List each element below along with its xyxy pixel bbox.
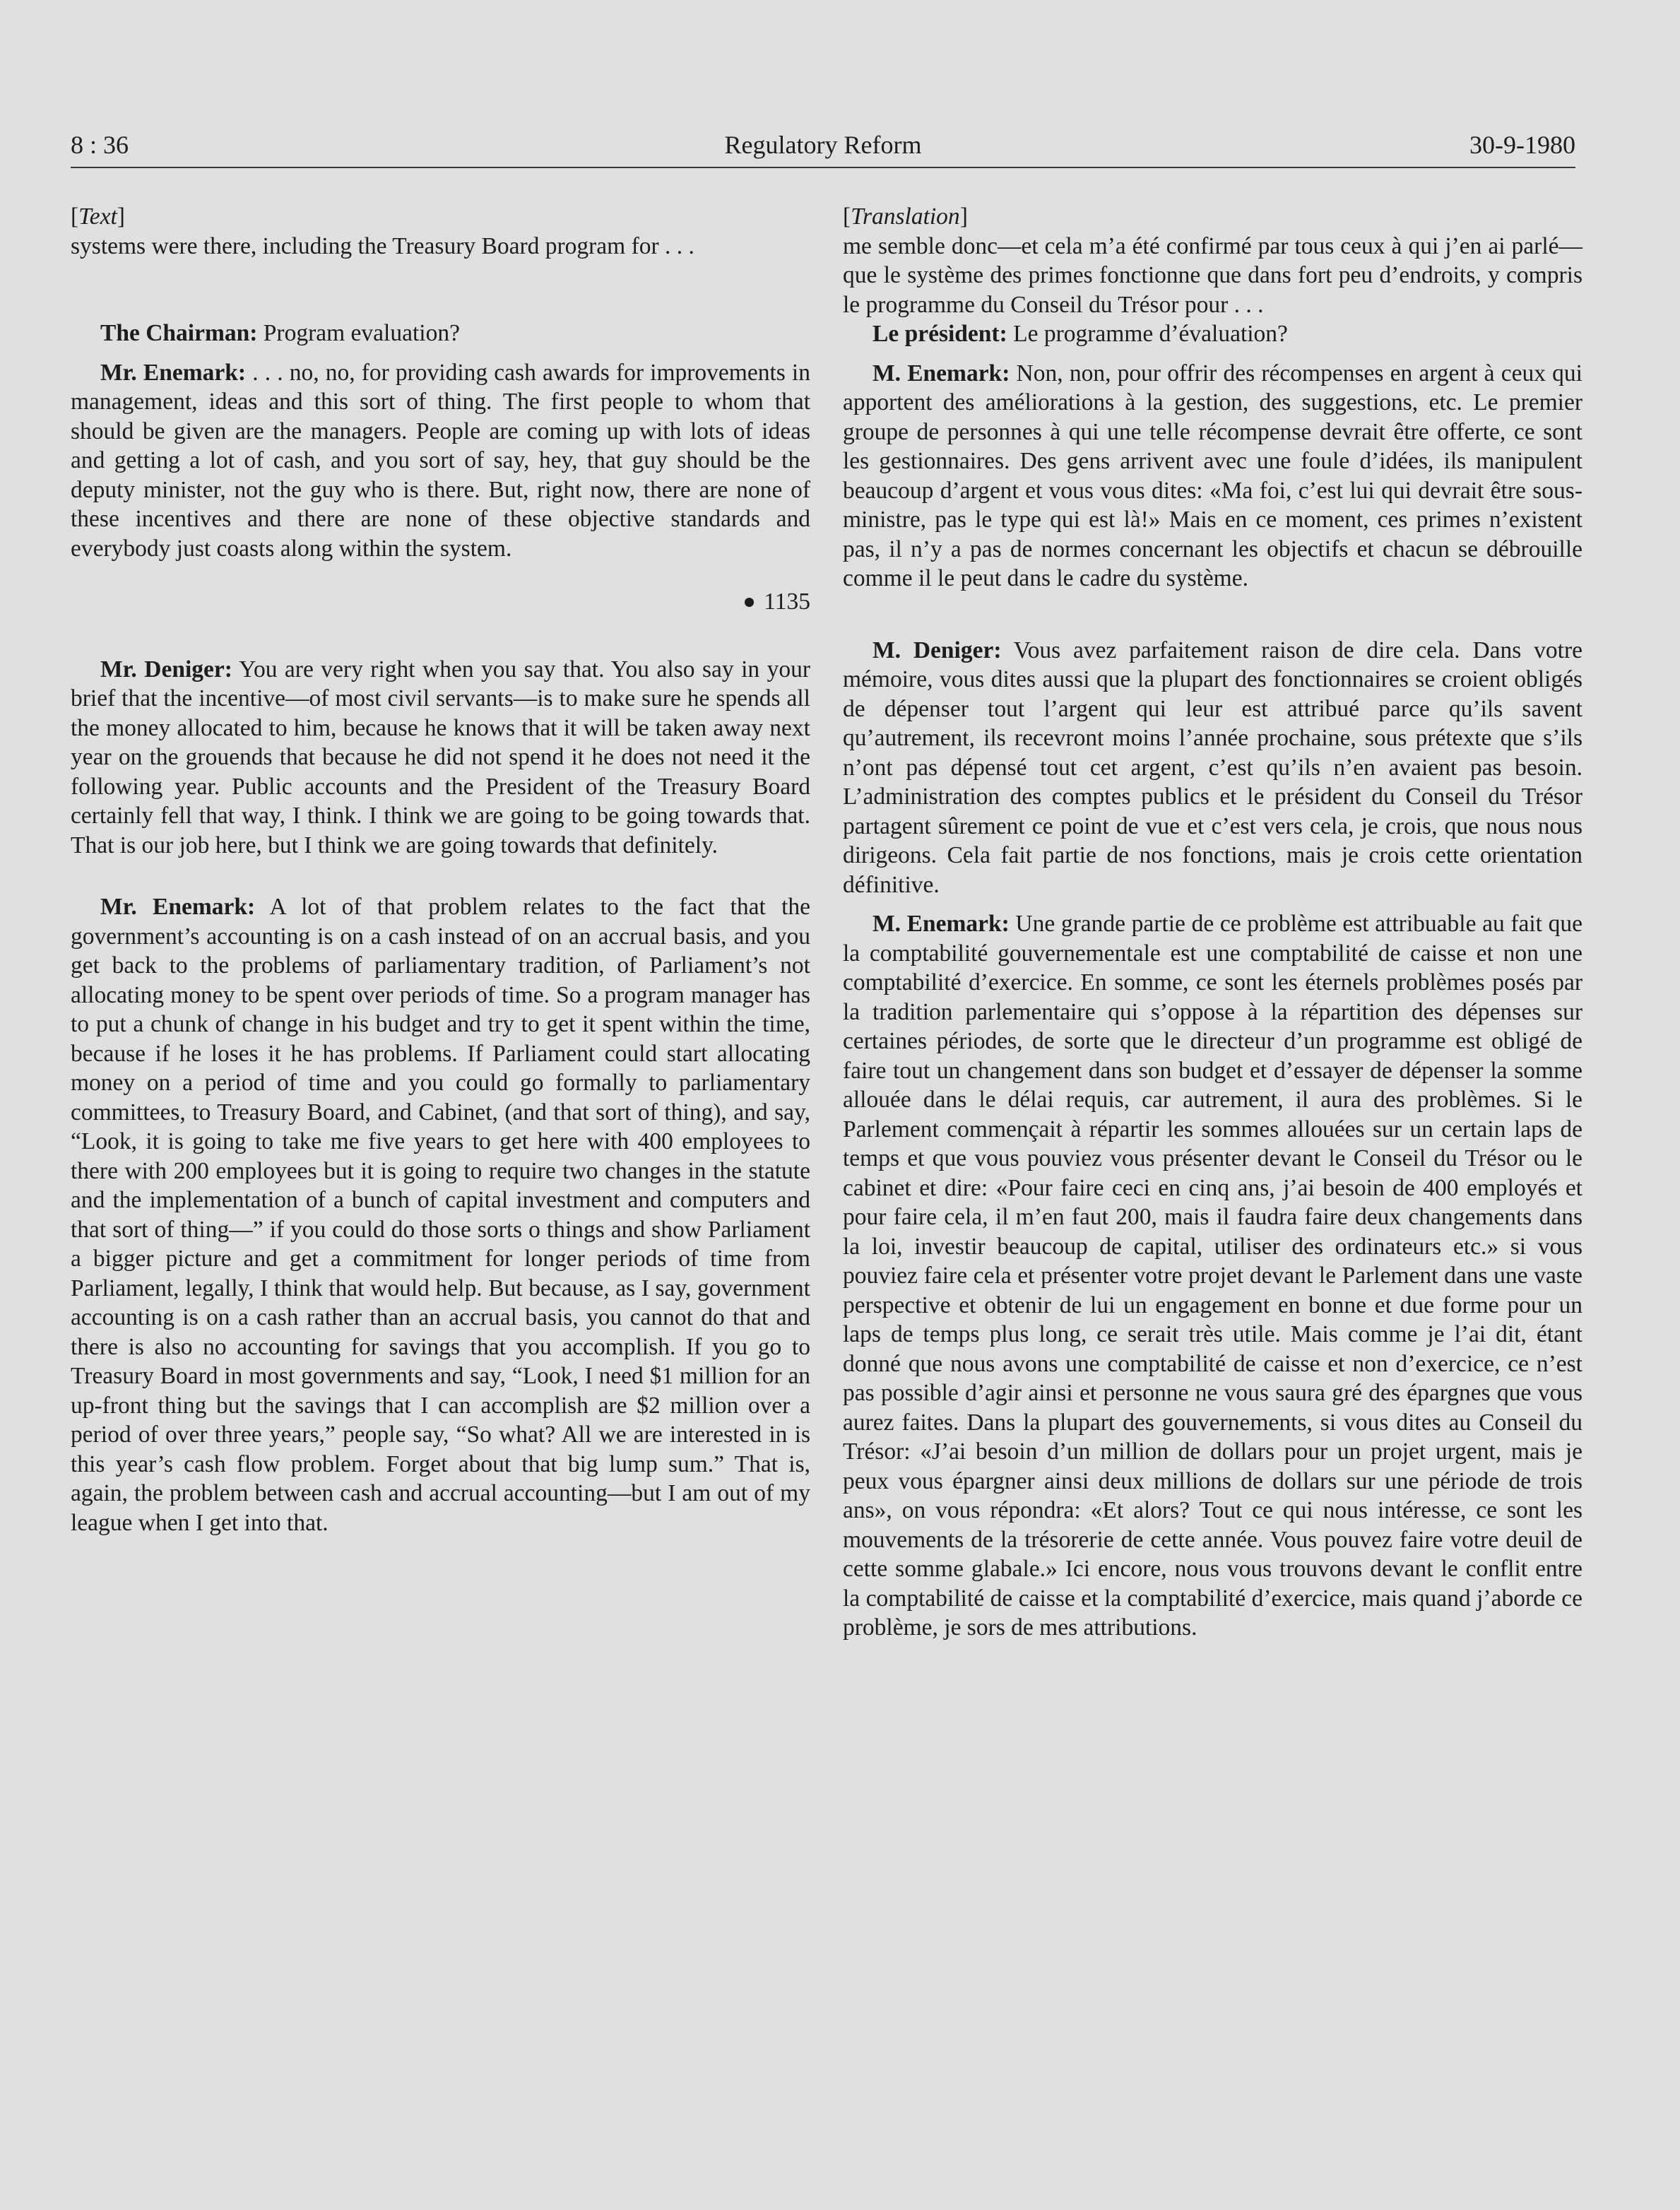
speech-text: A lot of that problem relates to the fact that the government’s accounting is on a cash instead of on an accrual basis, and you get back to the problems of parliamentary tradition, of Parliament’s not allocating money to be spent over periods of time. So a program manager has to put a chunk of change in his budget and try to get it spent within the time, because if he loses it he has problems. If Parliament could start allocating money on a period of time and you could go formally to parliamentary committees, to Treasury Board, and Cabinet, (and that sort of thing), and say, “Look, it is going to take me five years to get here with 400 employees to there with 200 employees but it is going to require two changes in the statute and the implementation of a bunch of capital investment and computers and that sort of thing—” if you could do those sorts o things and show Parliament a bigger picture and get a commitment for longer periods of time from Parliament, legally, I think that would help. But because, as I say, government accounting is on a cash rather than an accrual basis, you cannot do that and there is also no accounting for savings that you accomplish. If you go to Treasury Board in most governments and say, “Look, I need $1 million for an up-front thing but the savings that I can accomplish are $2 million over a period of over three years,” people say, “So what? All we are interested in is this year’s cash flow problem. Forget about that big lump sum.” That is, again, the problem between cash and accrual accounting—but I am out of my league when I get into that. [71, 894, 810, 1536]
speaker-name: The Chairman: [100, 320, 258, 346]
speaker-name: M. Enemark: [872, 360, 1010, 386]
document-title: Regulatory Reform [724, 131, 922, 159]
bullet-icon [745, 598, 754, 607]
paragraph-deniger-fr [843, 636, 1583, 900]
speech-text: . . . no, no, for providing cash awards for improvements in management, ideas and this sort of thing. The first people to whom that should be given are the managers. People are coming up with lots of ideas and getting a lot of cash, and you sort of say, hey, that guy should be the deputy minister, not the guy who is there. But, right now, there are none of these incentives and there are none of these objective standards and everybody just coasts along within the system. [71, 359, 810, 562]
paragraph-enemark [71, 892, 810, 1537]
speaker-name: Mr. Enemark: [100, 359, 247, 386]
speech-text: Vous avez parfaitement raison de dire cela. Dans votre mémoire, vous dites aussi que la plupart des fonctionnaires se croient obligés de dépenser tout l’argent qui leur est attribué parce qu’ils savent qu’autrement, ils recevront moins l’année prochaine, sous prétexte que s’ils n’ont pas dépensé tout cet argent, c’est qu’ils n’en avaient pas besoin. L’administration des comptes publics et le président du Conseil du Trésor partagent sûrement ce point de vue et c’est vers cela, je crois, que nous nous dirigeons. Cela fait partie de nos fonctions, mais je crois cette orientation définitive. [843, 637, 1583, 898]
time-marker: 1135 [71, 587, 810, 617]
page-number: 8 : 36 [71, 131, 129, 159]
speech-text: Non, non, pour offrir des récompenses en argent à ceux qui apportent des améliorations à la gestion, des suggestions, etc. Le premier groupe de personnes à qui une telle récompense devrait être offerte, ce sont les gestionnaires. Des gens arrivent avec une foule d’idées, ils manipulent beaucoup d’argent et vous vous dites: «Ma foi, c’est lui qui devrait être sous-ministre, pas le type qui est là!» Mais en ce moment, ces primes n’existent pas, il n’y a pas de normes concernant les objectifs et chacun se débrouille comme il le peut dans le cadre du système. [843, 360, 1583, 591]
document-date: 30-9-1980 [1469, 131, 1575, 159]
speaker-name: M. Deniger: [872, 637, 1002, 663]
paragraph-enemark-fr [843, 909, 1583, 1643]
page-header [71, 126, 1575, 168]
paragraph-president [843, 319, 1583, 349]
speech-text: Le programme d’évaluation? [1007, 321, 1288, 347]
english-column [71, 202, 810, 1537]
speech-text: You are very right when you say that. You also say in your brief that the incentive—of most civil servants—is to make sure he spends all the money allocated to him, because he knows that it will be taken away next year on the grouends that because he did not spend it he does not need it the following year. Public accounts and the President of the Treasury Board certainly fell that way, I think. I think we are going to be going towards that. That is our job here, but I think we are going towards that definitely. [71, 656, 810, 858]
paragraph-chairman [71, 319, 810, 348]
paragraph-enemark [71, 358, 810, 564]
speech-text: Une grande partie de ce problème est attribuable au fait que la comptabilité gouvernementale est une comptabilité de caisse et non une comptabilité d’exercice. En somme, ce sont les éternels problèmes posés par la tradition parlementaire qui s’oppose à la répartition des dépenses sur certaines périodes, de sorte que le directeur d’un programme est obligé de faire tout un changement dans son budget et d’essayer de dépenser la somme allouée dans le délai requis, car autrement, il aura des problèmes. Si le Parlement commençait à répartir les sommes allouées sur un certain laps de temps et que vous pouviez vous présenter devant le Conseil du Trésor ou le cabinet et dire: «Pour faire ceci en cinq ans, j’ai besoin de 400 employés et pour faire cela, il m’en faut 200, mais il faudra faire deux changements dans la loi, investir beaucoup de capital, utiliser des ordinateurs etc.» si vous pouviez faire cela et présenter votre projet devant le Parlement dans une vaste perspective et obtenir de lui un engagement en bonne et due forme pour un laps de temps plus long, ce serait très utile. Mais comme je l’ai dit, étant donné que nous avons une comptabilité de caisse et non d’exercice, ce n’est pas possible d’agir ainsi et personne ne vous saura gré des épargnes que vous aurez faites. Dans la plupart des gouvernements, si vous dites au Conseil du Trésor: «J’ai besoin d’un million de dollars pour un projet urgent, mais je peux vous épargner ainsi deux millions de dollars sur une période de trois ans», on vous répondra: «Et alors? Tout ce qui nous intéresse, ce sont les mouvements de la trésorerie de cette année. Vous pouvez faire votre deuil de cette somme glabale.» Ici encore, nous vous trouvons devant le conflit entre la comptabilité de caisse et la comptabilité d’exercice, mais quand j’aborde ce problème, je sors de mes attributions. [843, 911, 1583, 1641]
speaker-name: Le président: [872, 321, 1007, 347]
paragraph: me semble donc—et cela m’a été confirmé par tous ceux à qui j’en ai parlé—que le système des primes fonctionne que dans fort peu d’endroits, y compris le programme du Conseil du Trésor pour . . . [843, 232, 1583, 318]
column-label-text: [Text] [71, 203, 125, 230]
column-label-translation: [Translation] [843, 203, 968, 230]
paragraph-deniger [71, 655, 810, 861]
speaker-name: Mr. Enemark: [100, 894, 256, 920]
paragraph-enemark-fr [843, 359, 1583, 593]
speech-text: Program evaluation? [257, 320, 460, 346]
speaker-name: Mr. Deniger: [100, 656, 232, 682]
paragraph: systems were there, including the Treasury Board program for . . . [71, 232, 694, 259]
french-column [843, 202, 1583, 1643]
speaker-name: M. Enemark: [872, 911, 1010, 937]
